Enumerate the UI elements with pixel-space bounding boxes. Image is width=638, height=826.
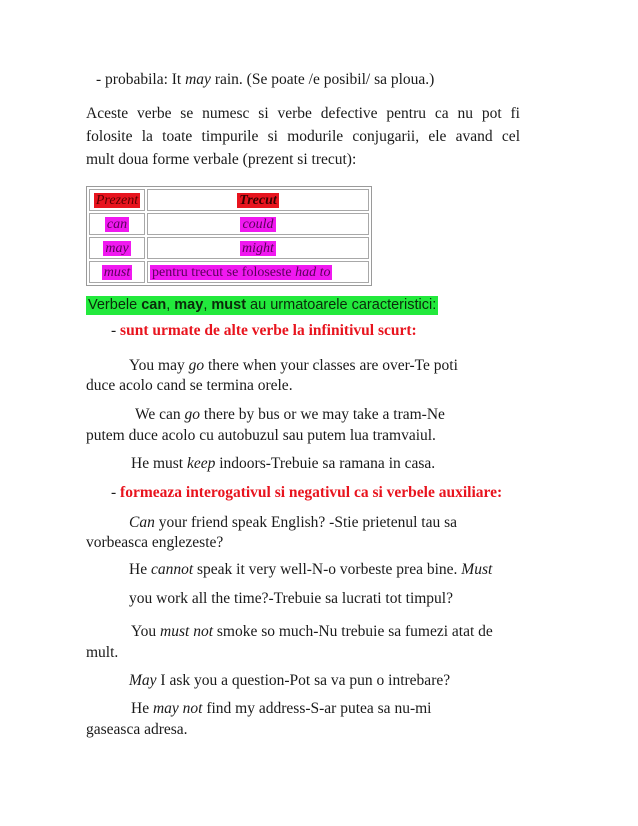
italic-text: cannot <box>150 561 194 578</box>
example-3-line <box>131 454 435 474</box>
text: your friend speak English? -Stie prietenul tau sa <box>154 514 458 531</box>
table-row <box>89 237 369 259</box>
note-text: pentru trecut se foloseste <box>152 264 296 280</box>
example-2-line-2: putem duce acolo cu autobuzul sau putem lua tramvaiul. <box>86 427 436 444</box>
paragraph-line-1: Aceste verbe se numesc si verbe defective pentru ca nu pot fi <box>86 105 520 122</box>
bold-may: may <box>174 297 204 313</box>
table-cell <box>89 213 145 235</box>
verb-present: may <box>105 240 129 256</box>
verb-present: can <box>106 216 128 232</box>
italic-text: must not <box>160 623 213 640</box>
example-4-line-1 <box>129 513 457 533</box>
verb-past-note <box>150 265 332 280</box>
text: speak it very well-N-o vorbeste prea bine. <box>193 561 462 578</box>
paragraph-line-2: folosite la toate timpurile si modurile conjugarii, ele avand cel <box>86 128 520 145</box>
verb-past: could <box>242 216 274 232</box>
dash: - <box>111 484 121 501</box>
text: He must <box>131 455 187 472</box>
verb-past: might <box>242 240 274 256</box>
header-trecut: Trecut <box>239 192 277 208</box>
text: We can <box>135 406 185 423</box>
example-4-line-2: vorbeasca englezeste? <box>86 534 224 551</box>
italic-text: Can <box>129 514 155 531</box>
heading-text: formeaza interogativul si negativul ca si verbele auxiliare: <box>120 484 503 501</box>
table-cell <box>89 237 145 259</box>
probabila-line <box>96 70 434 90</box>
example-9-line-2: gaseasca adresa. <box>86 721 188 738</box>
bold-must: must <box>211 297 247 313</box>
paragraph-line-3: mult doua forme verbale (prezent si trecut): <box>86 151 357 168</box>
table-header-cell <box>89 189 145 211</box>
text: , <box>203 297 212 313</box>
text: there when your classes are over-Te poti <box>204 357 458 374</box>
text: He <box>129 561 151 578</box>
example-1-line-2: duce acolo cand se termina orele. <box>86 377 293 394</box>
example-6-line: you work all the time?-Trebuie sa lucrati tot timpul? <box>129 590 453 607</box>
verb-present: must <box>103 264 131 280</box>
characteristics-intro <box>86 296 438 315</box>
italic-text: keep <box>186 455 216 472</box>
text: - probabila: It <box>96 71 186 88</box>
text: He <box>131 700 153 717</box>
text: You may <box>129 357 189 374</box>
table-row <box>89 213 369 235</box>
table-header-row <box>89 189 369 211</box>
example-2-line-1 <box>135 405 445 425</box>
italic-text: May <box>129 672 157 689</box>
italic-text: go <box>188 357 205 374</box>
italic-text: may not <box>152 700 203 717</box>
italic-text: Must <box>461 561 493 578</box>
example-7-line-1 <box>131 622 493 642</box>
text: find my address-S-ar putea sa nu-mi <box>202 700 432 717</box>
text: I ask you a question-Pot sa va pun o intrebare? <box>156 672 451 689</box>
table-cell <box>147 213 369 235</box>
table-cell <box>89 261 145 283</box>
heading-text: sunt urmate de alte verbe la infinitivul scurt: <box>120 322 417 339</box>
table-row <box>89 261 369 283</box>
section1-heading <box>111 321 417 341</box>
example-7-line-2: mult. <box>86 644 119 661</box>
text: Verbele <box>88 297 142 313</box>
had-to-text: had to <box>295 264 331 280</box>
table-cell <box>147 261 369 283</box>
text: , <box>166 297 175 313</box>
example-5-line <box>129 560 492 580</box>
section2-heading <box>111 483 502 503</box>
table-cell <box>147 237 369 259</box>
example-8-line <box>129 671 450 691</box>
text: au urmatoarele caracteristici: <box>246 297 437 313</box>
table-header-cell <box>147 189 369 211</box>
text: there by bus or we may take a tram-Ne <box>200 406 445 423</box>
italic-text: may <box>185 71 211 88</box>
italic-text: go <box>184 406 201 423</box>
text: smoke so much-Nu trebuie sa fumezi atat de <box>213 623 493 640</box>
text: You <box>131 623 161 640</box>
text: rain. (Se poate /e posibil/ sa ploua.) <box>210 71 435 88</box>
example-9-line-1 <box>131 699 431 719</box>
verb-forms-table <box>86 186 372 286</box>
header-prezent: Prezent <box>95 192 139 208</box>
example-1-line-1 <box>129 356 458 376</box>
bold-can: can <box>141 297 167 313</box>
text: indoors-Trebuie sa ramana in casa. <box>215 455 436 472</box>
dash: - <box>111 322 121 339</box>
